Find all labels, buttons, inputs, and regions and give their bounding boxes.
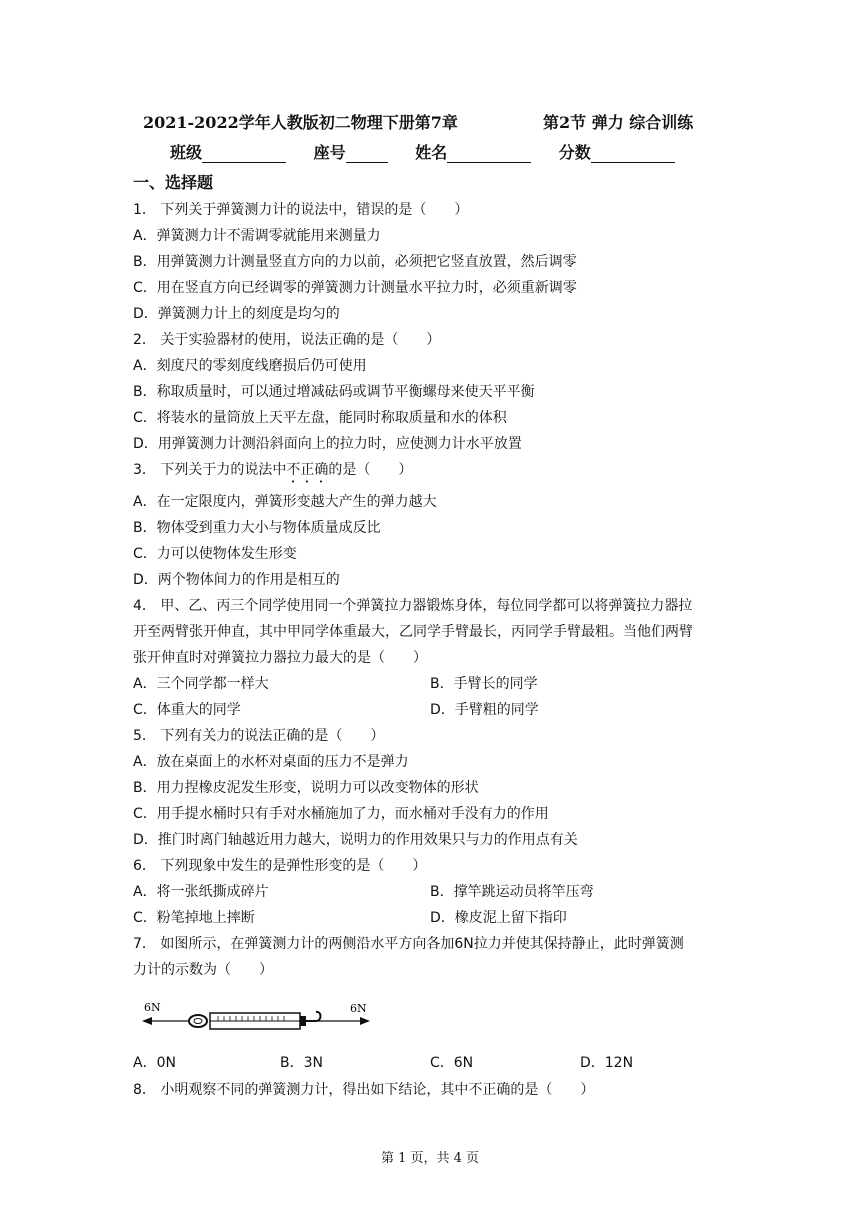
q7-stem-line2: 力计的示数为（ ）	[133, 962, 273, 978]
q3-option-a: A．在一定限度内，弹簧形变越大产生的弹力越大	[133, 494, 437, 510]
q4-option-b: B．手臂长的同学	[430, 676, 538, 692]
q2-stem: 2． 关于实验器材的使用，说法正确的是（ ）	[133, 332, 441, 348]
spring-scale-figure	[140, 1000, 380, 1040]
section-heading: 一、选择题	[133, 173, 214, 192]
q7-stem-line1: 7． 如图所示，在弹簧测力计的两侧沿水平方向各加6N拉力并使其保持静止，此时弹簧测	[133, 936, 684, 952]
q7-option-d: D．12N	[580, 1055, 634, 1071]
score-blank	[591, 146, 675, 163]
class-blank	[202, 146, 286, 163]
q2-option-d: D．用弹簧测力计测沿斜面向上的拉力时，应使测力计水平放置	[133, 436, 522, 452]
q3-option-b: B．物体受到重力大小与物体质量成反比	[133, 520, 381, 536]
q8-stem: 8． 小明观察不同的弹簧测力计，得出如下结论，其中不正确的是（ ）	[133, 1082, 595, 1098]
q7-option-a: A．0N	[133, 1055, 176, 1071]
q6-option-b: B．撑竿跳运动员将竿压弯	[430, 884, 594, 900]
fig-label-right: 6N	[350, 1002, 367, 1015]
seat-field: 座号	[314, 140, 388, 163]
fig-label-left: 6N	[144, 1001, 161, 1014]
q5-option-c: C．用手提水桶时只有手对水桶施加了力，而水桶对手没有力的作用	[133, 806, 549, 822]
q4-stem-line2: 开至两臂张开伸直，其中甲同学体重最大，乙同学手臂最长，丙同学手臂最粗。当他们两臂	[133, 624, 693, 640]
page-footer: 第 1 页，共 4 页	[380, 1151, 480, 1166]
emphasis-text: 不正确	[286, 462, 329, 478]
q2-option-b: B．称取质量时，可以通过增减砝码或调节平衡螺母来使天平平衡	[133, 384, 535, 400]
q4-option-c: C．体重大的同学	[133, 702, 241, 718]
q2-option-a: A．刻度尺的零刻度线磨损后仍可使用	[133, 358, 367, 374]
q6-option-a: A．将一张纸撕成碎片	[133, 884, 269, 900]
q1-option-b: B．用弹簧测力计测量竖直方向的力以前，必须把它竖直放置，然后调零	[133, 254, 577, 270]
scale-ticks	[218, 1016, 284, 1021]
q1-option-d: D．弹簧测力计上的刻度是均匀的	[133, 306, 340, 322]
title-left: 2021-2022学年人教版初二物理下册第7章	[143, 113, 458, 132]
q4-option-d: D．手臂粗的同学	[430, 702, 539, 718]
q7-option-b: B．3N	[280, 1055, 323, 1071]
name-blank	[447, 146, 531, 163]
q5-option-d: D．推门时离门轴越近用力越大，说明力的作用效果只与力的作用点有关	[133, 832, 578, 848]
q1-option-a: A．弹簧测力计不需调零就能用来测量力	[133, 228, 381, 244]
q1-option-c: C．用在竖直方向已经调零的弹簧测力计测量水平拉力时，必须重新调零	[133, 280, 577, 296]
q6-option-d: D．橡皮泥上留下指印	[430, 910, 567, 926]
score-field: 分数	[559, 140, 675, 163]
q6-option-c: C．粉笔掉地上摔断	[133, 910, 255, 926]
right-arrowhead-icon	[360, 1017, 370, 1025]
q2-option-c: C．将装水的量筒放上天平左盘，能同时称取质量和水的体积	[133, 410, 507, 426]
q5-option-a: A．放在桌面上的水杯对桌面的压力不是弹力	[133, 754, 409, 770]
title-right: 第2节 弹力 综合训练	[543, 113, 694, 132]
seat-blank	[346, 146, 388, 163]
hook-icon	[306, 1012, 321, 1021]
q6-stem: 6． 下列现象中发生的是弹性形变的是（ ）	[133, 858, 427, 874]
ring-icon	[189, 1015, 207, 1027]
q4-stem-line3: 张开伸直时对弹簧拉力器拉力最大的是（ ）	[133, 650, 427, 666]
q3-option-c: C．力可以使物体发生形变	[133, 546, 297, 562]
q4-stem-line1: 4． 甲、乙、丙三个同学使用同一个弹簧拉力器锻炼身体，每位同学都可以将弹簧拉力器拉	[133, 598, 693, 614]
student-info-row	[170, 140, 697, 163]
q1-stem: 1． 下列关于弹簧测力计的说法中，错误的是（ ）	[133, 202, 469, 218]
name-field: 姓名	[415, 140, 531, 163]
q3-stem: 3． 下列关于力的说法中不正确的是（ ）	[133, 462, 413, 478]
q5-option-b: B．用力捏橡皮泥发生形变，说明力可以改变物体的形状	[133, 780, 479, 796]
class-field: 班级	[170, 140, 286, 163]
q5-stem: 5． 下列有关力的说法正确的是（ ）	[133, 728, 385, 744]
q7-option-c: C．6N	[430, 1055, 474, 1071]
q3-option-d: D．两个物体间力的作用是相互的	[133, 572, 340, 588]
q4-option-a: A．三个同学都一样大	[133, 676, 269, 692]
left-arrowhead-icon	[142, 1017, 152, 1025]
